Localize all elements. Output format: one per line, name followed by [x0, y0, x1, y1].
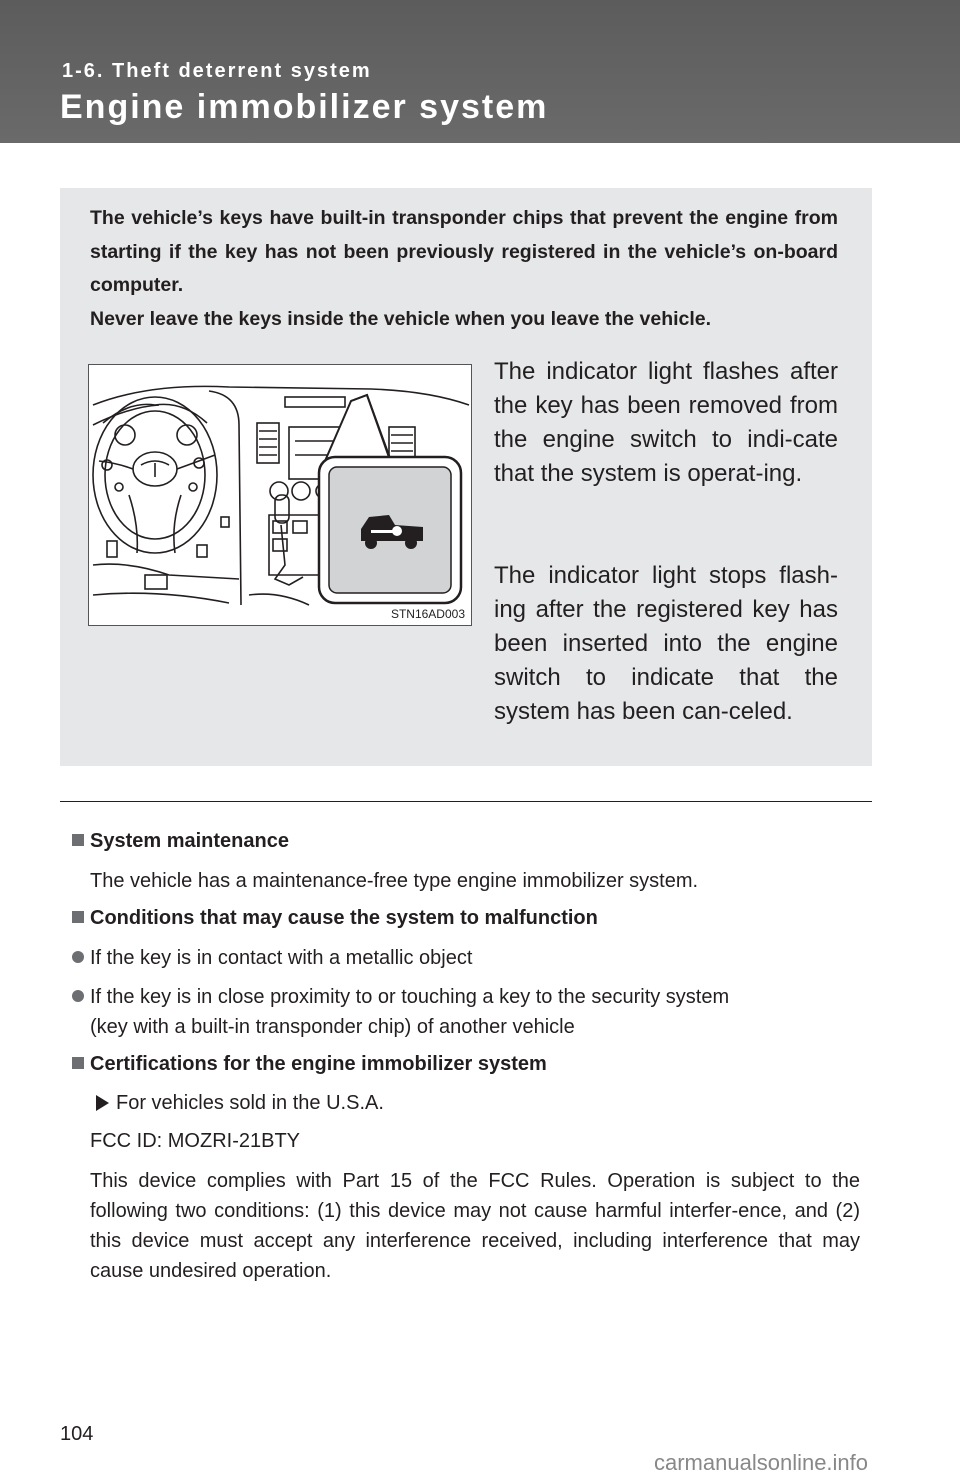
page-number: 104 [60, 1423, 94, 1445]
heading-certifications [72, 1053, 547, 1076]
heading-text: Certifications for the engine immobilizer system [90, 1053, 547, 1075]
intro-line-2: Never leave the keys inside the vehicle when you leave the vehicle. [90, 307, 712, 330]
fcc-id: FCC ID: MOZRI-21BTY [90, 1130, 301, 1152]
heading-system-maintenance [72, 830, 289, 853]
dashboard-illustration [88, 364, 472, 626]
section-label: 1-6. Theft deterrent system [62, 60, 372, 82]
heading-text: Conditions that may cause the system to malfunction [90, 907, 598, 929]
bullet-text: If the key is in contact with a metallic object [90, 947, 473, 969]
intro-line-1: The vehicle’s keys have built-in transponder chips that prevent the engine from starting if the key has not been previously registered in the vehicle’s on-board computer. [90, 207, 838, 296]
divider [60, 801, 872, 802]
region-line [96, 1088, 384, 1118]
dashboard-drawing [89, 365, 471, 625]
square-bullet-icon [72, 1057, 84, 1069]
condition-bullet-1 [72, 943, 862, 973]
intro-box [60, 188, 872, 766]
intro-text [90, 202, 838, 336]
page-title: Engine immobilizer system [60, 88, 549, 126]
round-bullet-icon [72, 951, 84, 963]
bullet-text-continued: (key with a built-in transponder chip) of another vehicle [90, 1016, 575, 1038]
region-text: For vehicles sold in the U.S.A. [116, 1092, 384, 1114]
triangle-arrow-icon [96, 1095, 109, 1111]
indicator-description-1: The indicator light flashes after the key has been removed from the engine switch to indi-cate that the system is operat-ing. [494, 358, 838, 487]
maintenance-text: The vehicle has a maintenance-free type engine immobilizer system. [90, 870, 699, 892]
figure-code: STN16AD003 [390, 607, 465, 621]
square-bullet-icon [72, 834, 84, 846]
fcc-statement: This device complies with Part 15 of the FCC Rules. Operation is subject to the following two conditions: (1) this device may not cause harmful interfer-ence, and (2) this device must accept any interference received, including interference that may cause undesired operation. [90, 1170, 860, 1282]
bullet-text: If the key is in close proximity to or touching a key to the security system [90, 986, 730, 1008]
condition-bullet-2 [72, 982, 862, 1042]
heading-malfunction-conditions [72, 907, 598, 930]
page-header [0, 0, 960, 143]
square-bullet-icon [72, 911, 84, 923]
watermark: carmanualsonline.info [654, 1450, 869, 1475]
round-bullet-icon [72, 990, 84, 1002]
indicator-description-2: The indicator light stops flash-ing after the registered key has been inserted into the engine switch to indicate that the system has been can-celed. [494, 562, 838, 725]
heading-text: System maintenance [90, 830, 289, 852]
